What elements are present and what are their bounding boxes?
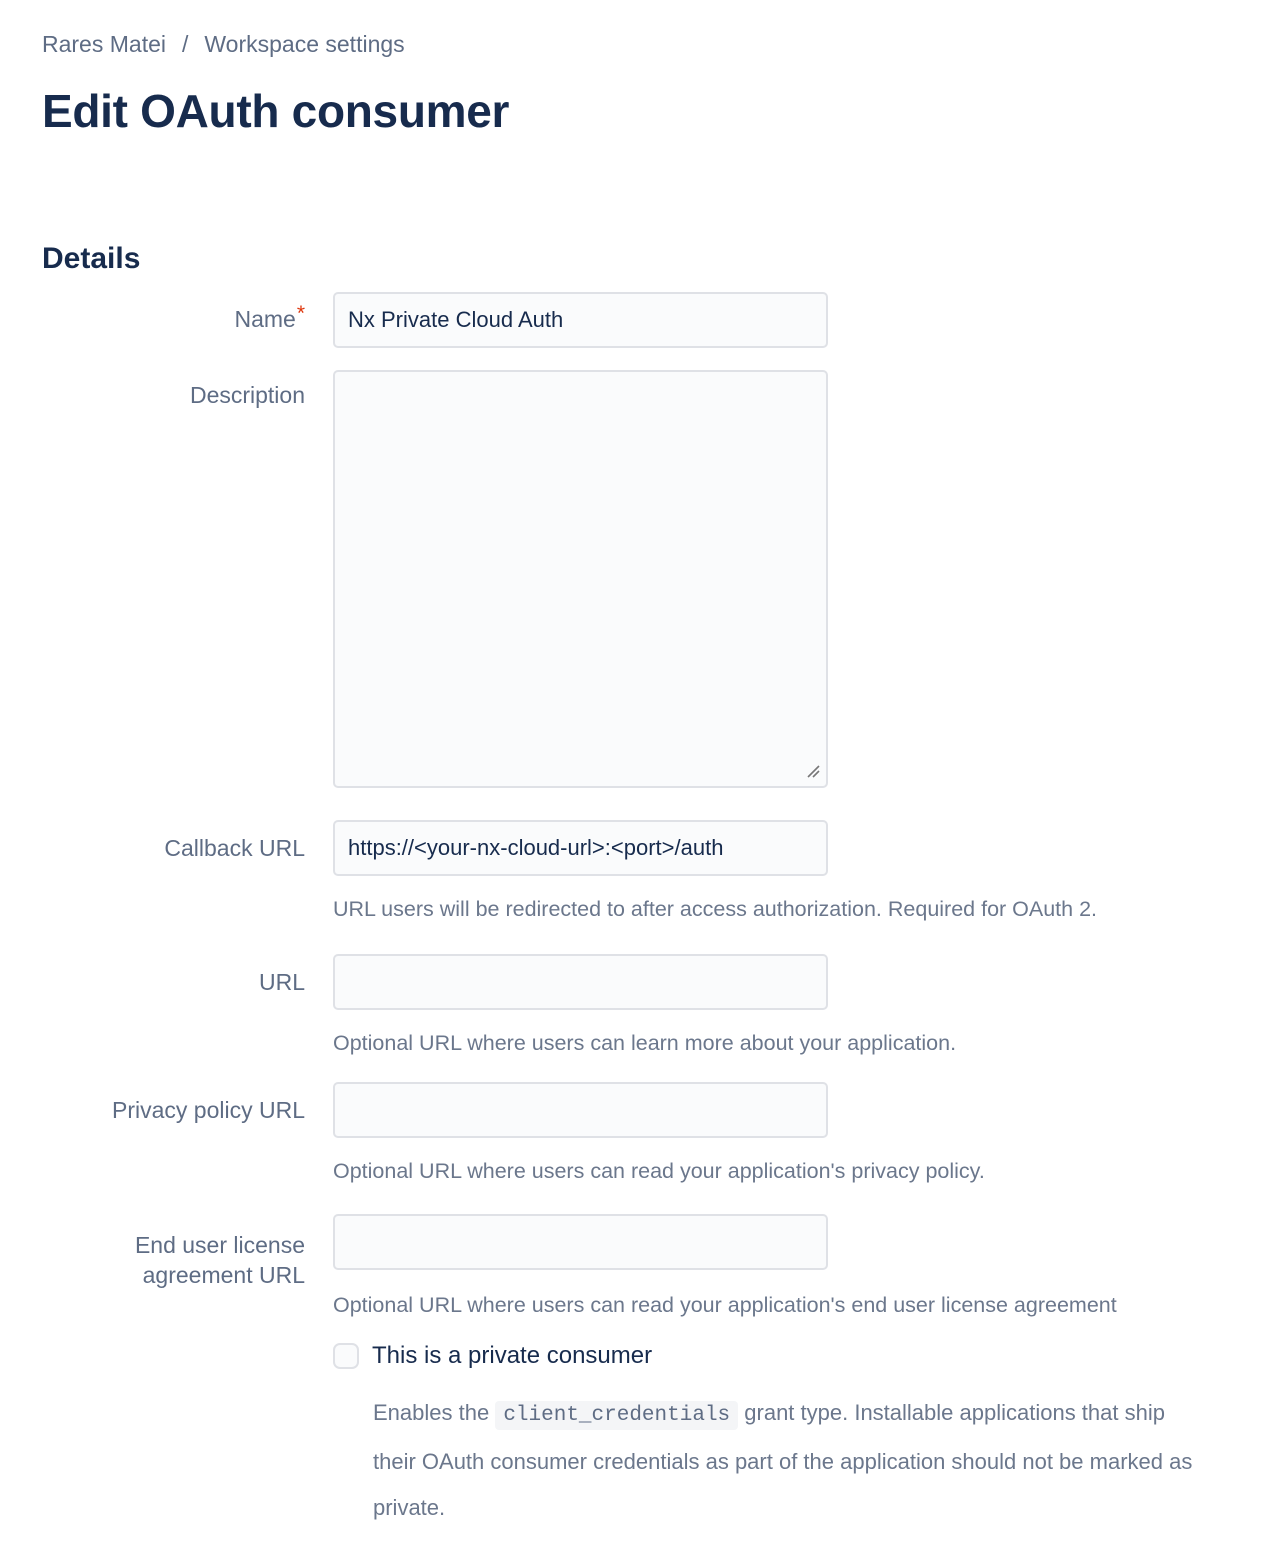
private-consumer-label: This is a private consumer [372,1342,653,1369]
callback-url-field-row [42,820,1236,876]
help-suffix: grant type. Installable applications that ship their OAuth consumer credentials as part of the application should not be marked as private. [373,1400,1193,1520]
privacy-policy-input[interactable] [333,1082,828,1138]
url-input[interactable] [333,954,828,1010]
eula-help-text: Optional URL where users can read your application's end user license agreement [333,1293,1117,1317]
description-label: Description [189,382,305,408]
privacy-policy-field-group [42,1082,1236,1184]
url-field-row [42,954,1236,1010]
privacy-policy-label: Privacy policy URL [112,1097,305,1123]
description-textarea[interactable] [333,370,828,788]
private-consumer-checkbox[interactable] [333,1343,359,1369]
url-label: URL [258,969,305,995]
oauth-consumer-form [42,292,1236,1531]
eula-field-row [42,1212,1236,1288]
breadcrumb-workspace-link[interactable]: Rares Matei [42,31,166,57]
privacy-policy-help-text: Optional URL where users can read your application's privacy policy. [333,1159,985,1183]
eula-input[interactable] [333,1214,828,1270]
url-help-text: Optional URL where users can learn more about your application. [333,1031,957,1055]
help-prefix: Enables the [373,1400,496,1425]
details-heading: Details [42,242,141,275]
breadcrumb [42,30,1236,58]
private-consumer-row [333,1342,1236,1370]
description-field-row [42,370,1236,788]
private-consumer-help-text [373,1390,1205,1531]
name-label: Name* [234,302,305,332]
eula-field-group [42,1212,1236,1318]
breadcrumb-settings-link[interactable]: Workspace settings [204,31,405,57]
callback-url-input[interactable] [333,820,828,876]
resize-handle-icon[interactable] [805,763,821,779]
required-asterisk: * [296,302,305,325]
privacy-policy-field-row [42,1082,1236,1138]
breadcrumb-separator: / [181,31,189,57]
page-title: Edit OAuth consumer [42,85,510,137]
callback-url-field-group [42,820,1236,922]
client-credentials-code-chip: client_credentials [495,1401,738,1430]
eula-label: End user license agreement URL [134,1232,305,1288]
description-textarea-wrap [333,370,828,788]
name-field-row [42,292,1236,348]
name-input[interactable] [333,292,828,348]
callback-url-label: Callback URL [164,835,305,861]
url-field-group [42,954,1236,1056]
callback-url-help-text: URL users will be redirected to after access authorization. Required for OAuth 2. [333,897,1098,921]
